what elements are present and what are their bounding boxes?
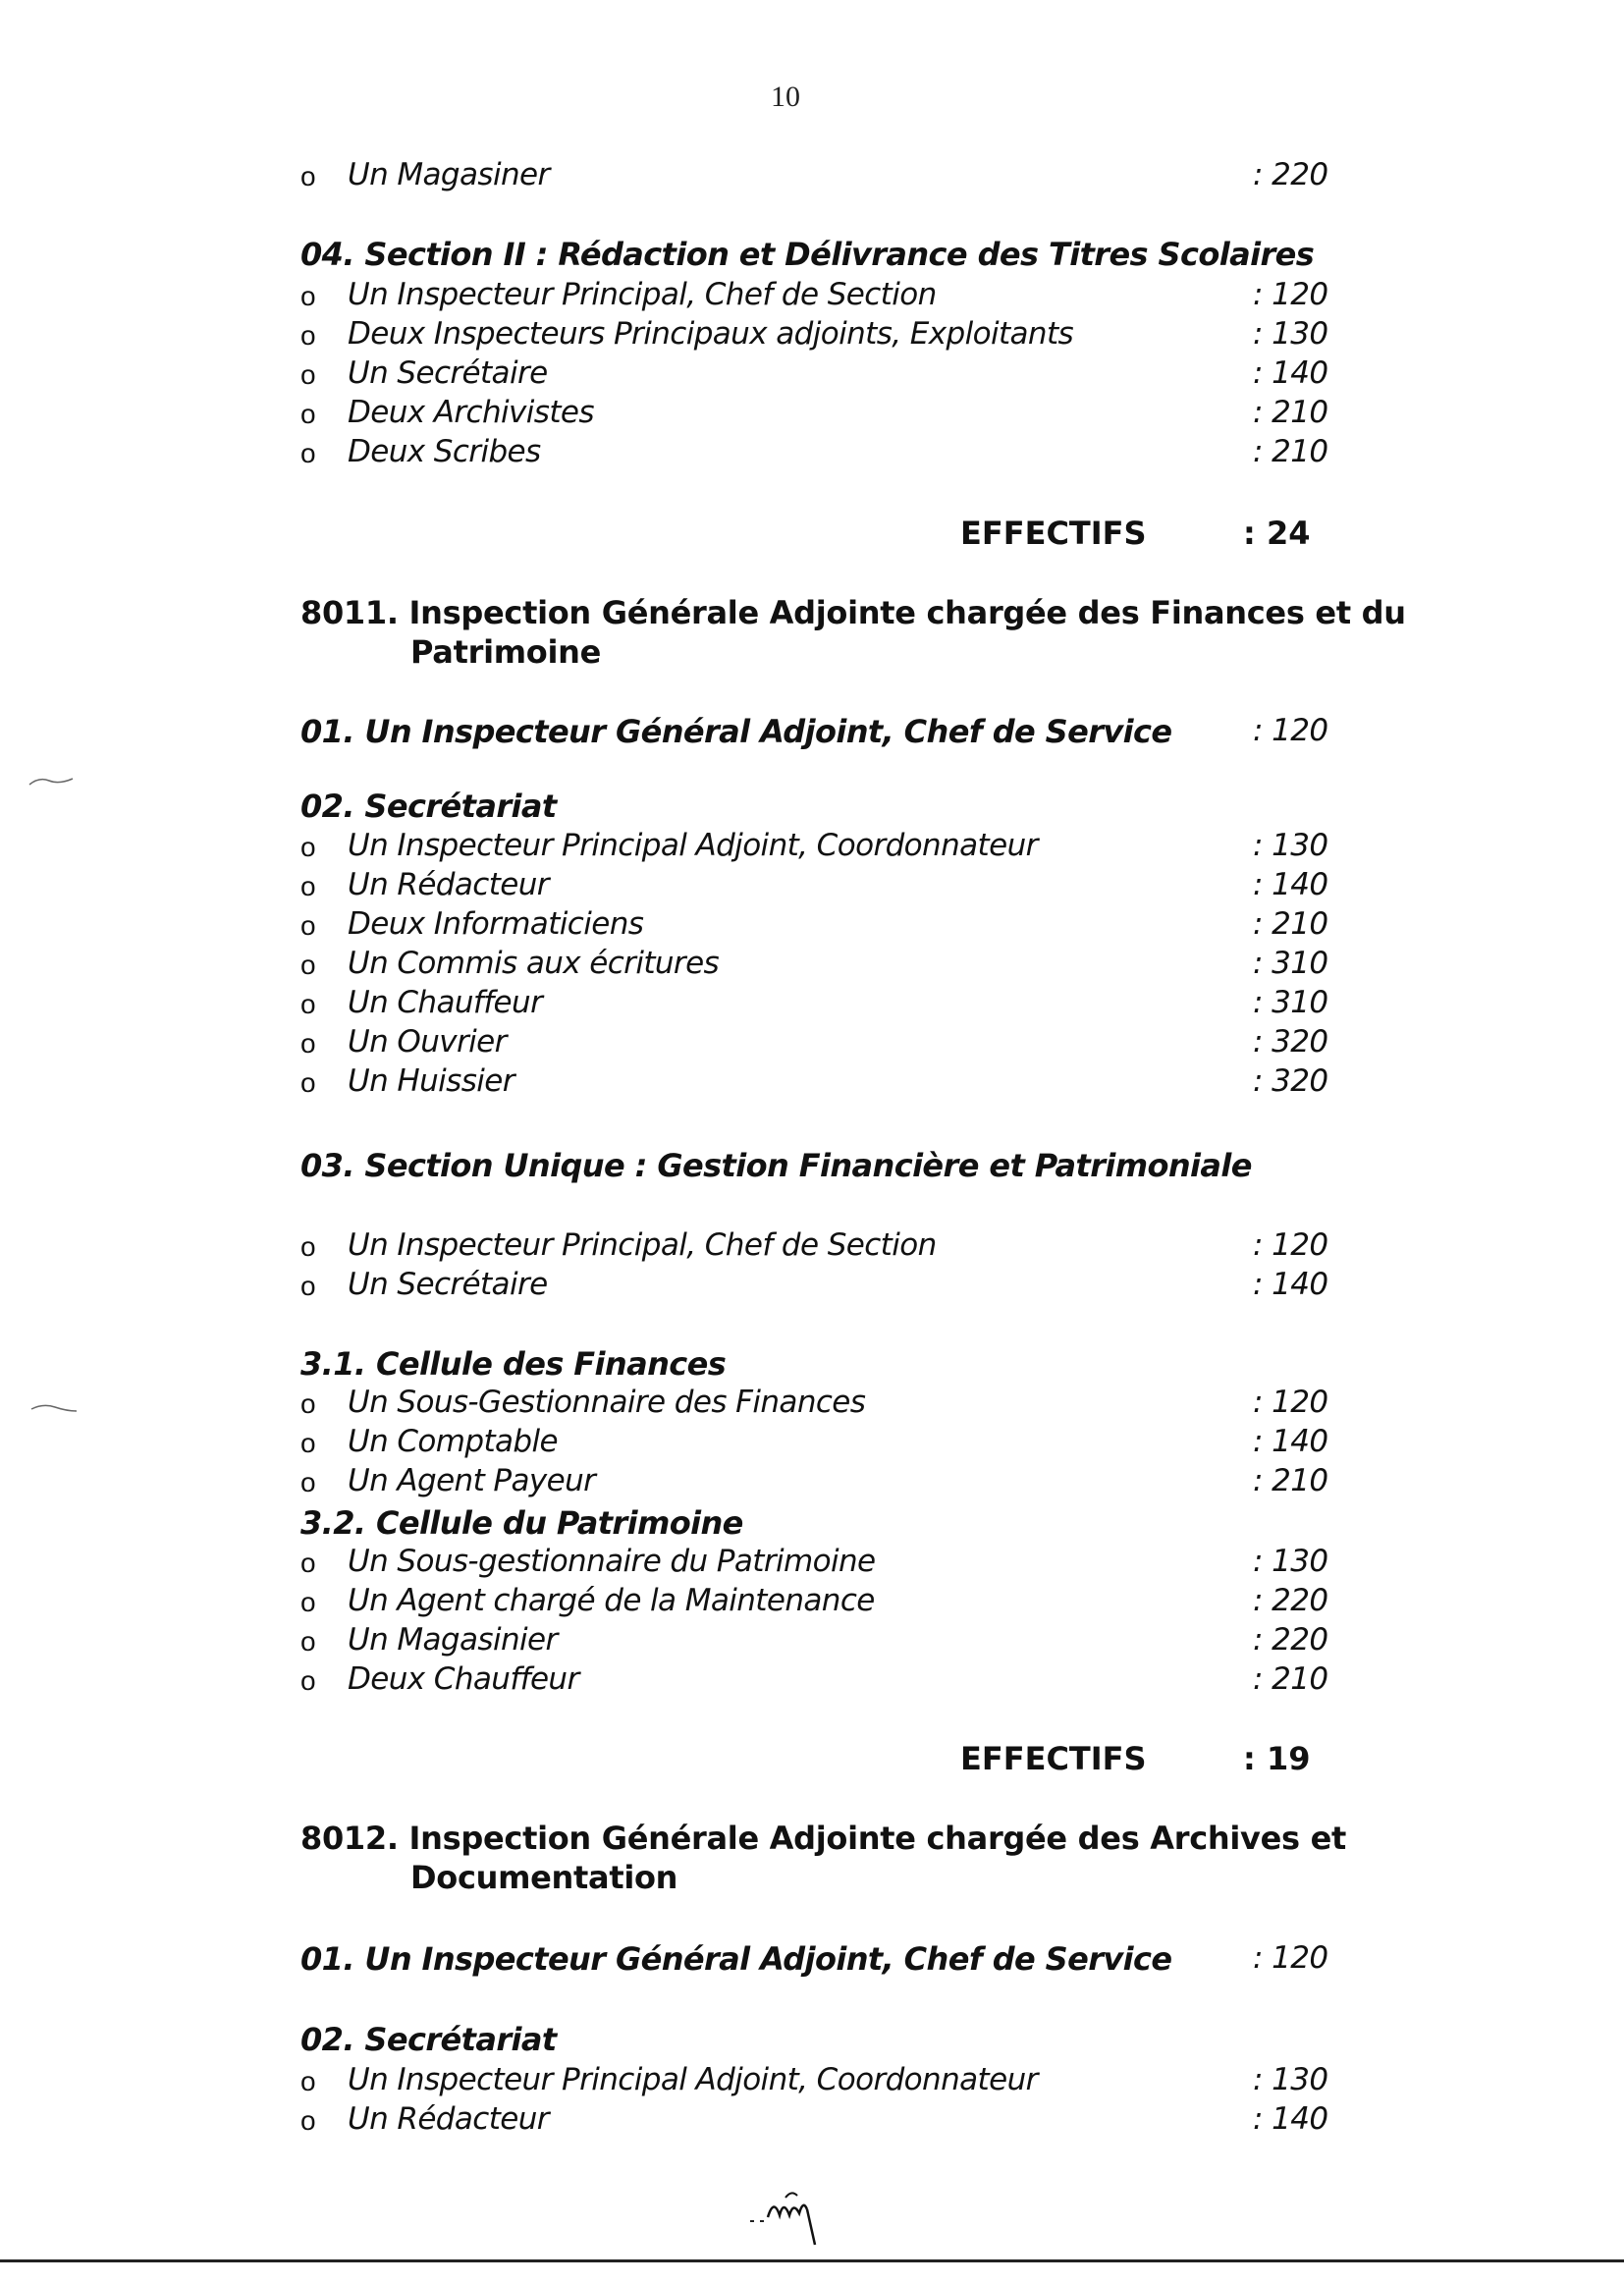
bullet-marker: o	[300, 1548, 315, 1578]
item-code: : 210	[1253, 434, 1328, 469]
item-label: Un Magasinier	[348, 1622, 558, 1658]
item-code: : 220	[1253, 1583, 1328, 1618]
item-label: Un Agent Payeur	[348, 1463, 596, 1498]
list-item	[300, 906, 1380, 946]
subsection-heading: 04. Section II : Rédaction et Délivrance des Titres Scolaires	[300, 236, 1315, 273]
bullet-marker: o	[300, 832, 315, 862]
section-title-line2: Patrimoine	[410, 633, 602, 671]
item-label: Un Inspecteur Principal, Chef de Section	[348, 1227, 937, 1263]
section-title-line1: 8012. Inspection Générale Adjointe chargée des Archives et	[300, 1820, 1346, 1857]
item-label: Un Commis aux écritures	[348, 946, 720, 981]
list-item	[300, 1424, 1380, 1463]
item-code: : 140	[1253, 1424, 1328, 1459]
subsection-heading: 3.1. Cellule des Finances	[300, 1345, 727, 1383]
item-code: : 130	[1253, 2062, 1328, 2097]
bullet-marker: o	[300, 359, 315, 390]
item-code: : 320	[1253, 1063, 1328, 1099]
bullet-marker: o	[300, 1231, 315, 1262]
list-item	[300, 1463, 1380, 1502]
item-code: : 210	[1253, 906, 1328, 942]
bullet-marker: o	[300, 1665, 315, 1696]
list-item	[300, 355, 1380, 395]
item-code: : 210	[1253, 395, 1328, 430]
page-number: 10	[771, 81, 800, 113]
item-label: Deux Scribes	[348, 434, 541, 469]
item-code: : 120	[1253, 713, 1328, 748]
list-item	[300, 985, 1380, 1024]
list-item	[300, 1267, 1380, 1306]
subsection-heading: 03. Section Unique : Gestion Financière et Patrimoniale	[300, 1147, 1252, 1184]
item-code: : 130	[1253, 1544, 1328, 1579]
item-code: : 210	[1253, 1463, 1328, 1498]
bullet-marker: o	[300, 2066, 315, 2096]
list-item	[300, 2101, 1380, 2141]
item-code: : 120	[1253, 1227, 1328, 1263]
list-item	[300, 828, 1380, 867]
item-label: Un Chauffeur	[348, 985, 543, 1020]
bullet-marker: o	[300, 1626, 315, 1657]
item-label: Un Rédacteur	[348, 867, 549, 902]
item-code: : 220	[1253, 1622, 1328, 1658]
bullet-marker: o	[300, 1428, 315, 1458]
subsection-heading: 3.2. Cellule du Patrimoine	[300, 1504, 743, 1542]
list-item	[300, 1661, 1380, 1701]
item-code: : 130	[1253, 828, 1328, 863]
subsection-heading: 02. Secrétariat	[300, 2021, 557, 2058]
item-label: Un Inspecteur Principal, Chef de Section	[348, 277, 937, 312]
bullet-marker: o	[300, 438, 315, 468]
list-item	[300, 1024, 1380, 1063]
item-label: Un Ouvrier	[348, 1024, 507, 1060]
list-item	[300, 1622, 1380, 1661]
list-item	[300, 1385, 1380, 1424]
item-label: Un Inspecteur Principal Adjoint, Coordonnateur	[348, 828, 1038, 863]
item-label: Un Secrétaire	[348, 355, 548, 391]
bullet-marker: o	[300, 399, 315, 429]
bullet-marker: o	[300, 1467, 315, 1497]
item-label: Un Comptable	[348, 1424, 558, 1459]
list-item	[300, 157, 1380, 196]
bullet-marker: o	[300, 281, 315, 311]
subsection-heading: 02. Secrétariat	[300, 788, 557, 825]
handwritten-initials	[746, 2180, 835, 2253]
list-item	[300, 2062, 1380, 2101]
item-label: Un Sous-Gestionnaire des Finances	[348, 1385, 866, 1420]
item-label: Un Secrétaire	[348, 1267, 548, 1302]
item-label: Un Huissier	[348, 1063, 514, 1099]
bullet-marker: o	[300, 1587, 315, 1617]
item-code: : 120	[1253, 277, 1328, 312]
section-title-line2: Documentation	[410, 1859, 678, 1896]
effectifs-label: EFFECTIFS	[960, 1740, 1147, 1777]
item-code: : 140	[1253, 1267, 1328, 1302]
item-label: Un Rédacteur	[348, 2101, 549, 2137]
item-code: : 310	[1253, 946, 1328, 981]
item-code: : 120	[1253, 1940, 1328, 1976]
bullet-marker: o	[300, 1271, 315, 1301]
list-item	[300, 1544, 1380, 1583]
margin-scan-mark	[27, 771, 77, 795]
item-code: : 320	[1253, 1024, 1328, 1060]
service-head-heading: 01. Un Inspecteur Général Adjoint, Chef de Service	[300, 713, 1172, 750]
item-code: : 310	[1253, 985, 1328, 1020]
margin-scan-mark	[29, 1399, 79, 1420]
list-item	[300, 316, 1380, 355]
bullet-marker: o	[300, 320, 315, 351]
item-label: Deux Chauffeur	[348, 1661, 579, 1697]
item-label: Un Magasiner	[348, 157, 550, 192]
list-item	[300, 1063, 1380, 1103]
list-item	[300, 434, 1380, 473]
list-item	[300, 1227, 1380, 1267]
item-label: Un Agent chargé de la Maintenance	[348, 1583, 875, 1618]
item-code: : 140	[1253, 2101, 1328, 2137]
effectifs-value: : 24	[1243, 515, 1311, 552]
bullet-marker: o	[300, 1388, 315, 1419]
list-item	[300, 277, 1380, 316]
section-title-line1: 8011. Inspection Générale Adjointe chargée des Finances et du	[300, 594, 1406, 631]
bullet-marker: o	[300, 910, 315, 941]
list-item	[300, 867, 1380, 906]
bullet-marker: o	[300, 871, 315, 901]
bullet-marker: o	[300, 950, 315, 980]
scan-bottom-rule	[0, 2259, 1624, 2262]
item-label: Un Sous-gestionnaire du Patrimoine	[348, 1544, 876, 1579]
service-head-heading: 01. Un Inspecteur Général Adjoint, Chef de Service	[300, 1940, 1172, 1978]
item-code: : 210	[1253, 1661, 1328, 1697]
bullet-marker: o	[300, 161, 315, 191]
item-label: Un Inspecteur Principal Adjoint, Coordonnateur	[348, 2062, 1038, 2097]
item-label: Deux Informaticiens	[348, 906, 644, 942]
item-code: : 140	[1253, 867, 1328, 902]
bullet-marker: o	[300, 2105, 315, 2136]
effectifs-label: EFFECTIFS	[960, 515, 1147, 552]
item-label: Deux Archivistes	[348, 395, 594, 430]
bullet-marker: o	[300, 1028, 315, 1059]
list-item	[300, 946, 1380, 985]
item-code: : 220	[1253, 157, 1328, 192]
item-code: : 140	[1253, 355, 1328, 391]
bullet-marker: o	[300, 989, 315, 1019]
item-label: Deux Inspecteurs Principaux adjoints, Exploitants	[348, 316, 1074, 352]
list-item	[300, 395, 1380, 434]
bullet-marker: o	[300, 1067, 315, 1098]
effectifs-value: : 19	[1243, 1740, 1311, 1777]
list-item	[300, 1583, 1380, 1622]
item-code: : 120	[1253, 1385, 1328, 1420]
item-code: : 130	[1253, 316, 1328, 352]
